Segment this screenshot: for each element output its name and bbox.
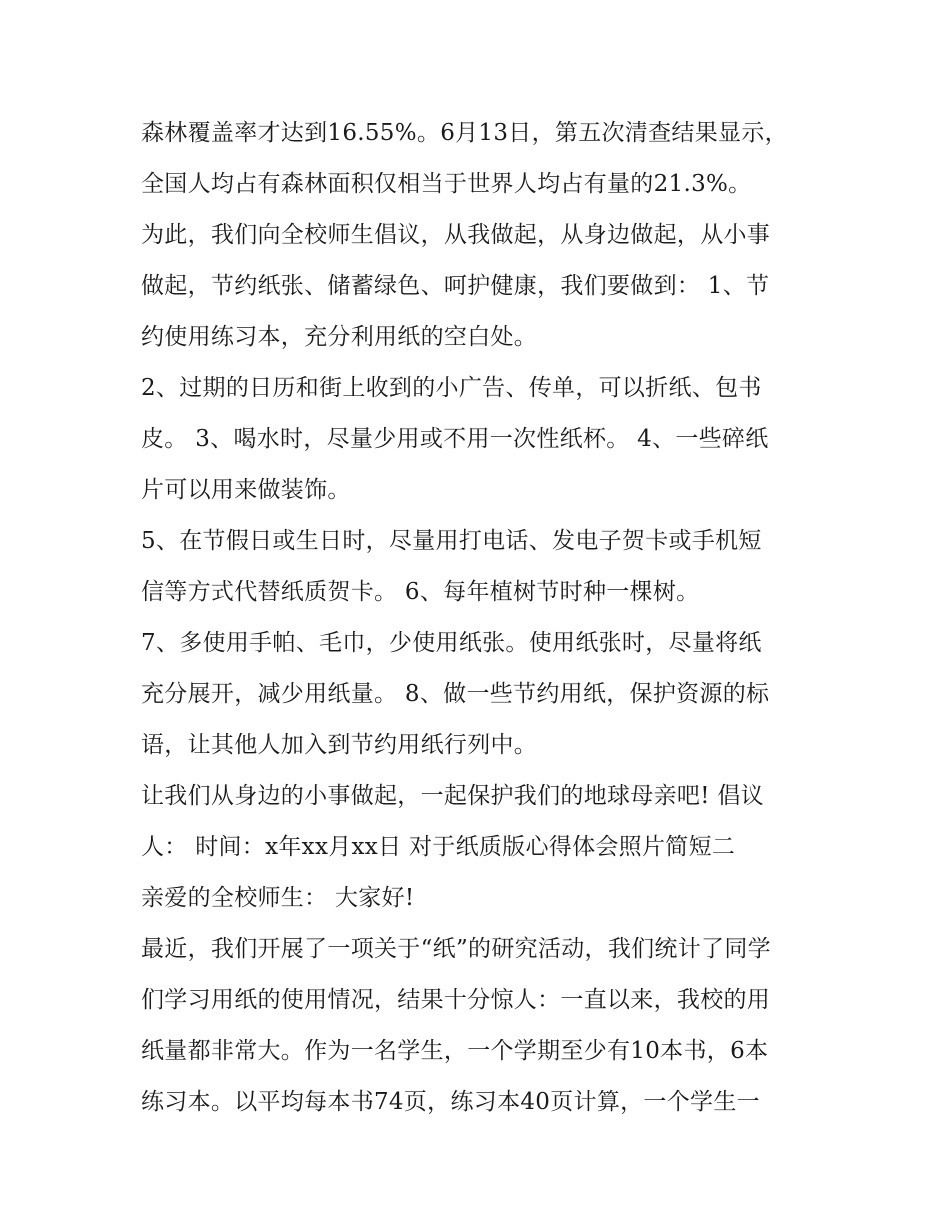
text-line: 做起，节约纸张、储蓄绿色、呵护健康，我们要做到： 1、节 [141, 273, 770, 299]
text-line: 全国人均占有森林面积仅相当于世界人均占有量的21.3%。 [141, 171, 752, 197]
text-line: 信等方式代替纸质贺卡。 6、每年植树节时种一棵树。 [141, 579, 700, 605]
text-line: 最近，我们开展了一项关于“纸”的研究活动，我们统计了同学 [141, 936, 771, 962]
text-line: 语，让其他人加入到节约用纸行列中。 [141, 732, 538, 758]
text-line: 2、过期的日历和街上收到的小广告、传单，可以折纸、包书 [141, 375, 762, 401]
text-line: 让我们从身边的小事做起，一起保护我们的地球母亲吧! 倡议 [141, 783, 764, 809]
text-line: 约使用练习本，充分利用纸的空白处。 [141, 324, 538, 350]
text-line: 5、在节假日或生日时，尽量用打电话、发电子贺卡或手机短 [141, 528, 762, 554]
text-line: 充分展开，减少用纸量。 8、做一些节约用纸，保护资源的标 [141, 681, 770, 707]
text-line: 人： 时间：x年xx月xx日 对于纸质版心得体会照片简短二 [141, 834, 736, 860]
text-line: 纸量都非常大。作为一名学生，一个学期至少有10本书，6本 [141, 1038, 769, 1064]
body-text [141, 108, 821, 1128]
text-line: 片可以用来做装饰。 [141, 477, 351, 503]
text-line: 为此，我们向全校师生倡议，从我做起，从身边做起，从小事 [141, 222, 771, 248]
text-line: 们学习用纸的使用情况，结果十分惊人：一直以来，我校的用 [141, 987, 771, 1013]
text-line: 皮。 3、喝水时，尽量少用或不用一次性纸杯。 4、一些碎纸 [141, 426, 769, 452]
text-line: 练习本。以平均每本书74页，练习本40页计算，一个学生一 [141, 1089, 760, 1115]
text-line: 7、多使用手帕、毛巾，少使用纸张。使用纸张时，尽量将纸 [141, 630, 762, 656]
text-line: 森林覆盖率才达到16.55%。6月13日，第五次清查结果显示， [141, 120, 788, 146]
text-line: 亲爱的全校师生： 大家好! [141, 885, 415, 911]
